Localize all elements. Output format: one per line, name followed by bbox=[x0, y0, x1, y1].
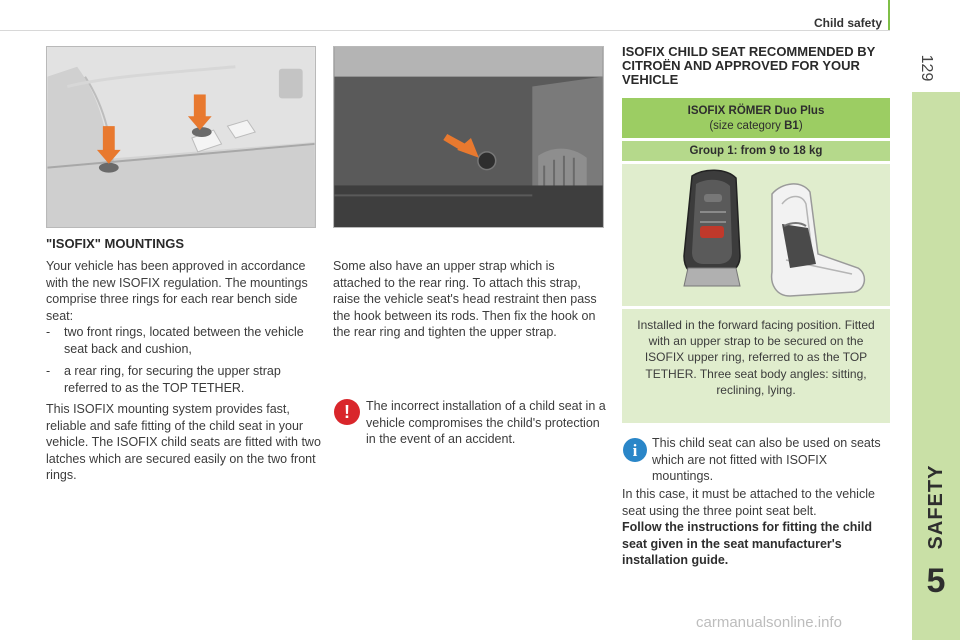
running-header-title: Child safety bbox=[813, 16, 882, 30]
follow-instructions-paragraph: Follow the instructions for fitting the child seat given in the seat manufacturer's installation guide. bbox=[622, 520, 872, 568]
exclamation-circle-icon bbox=[333, 398, 361, 426]
seat-name: ISOFIX RÖMER Duo Plus bbox=[687, 105, 825, 117]
seat-description: Installed in the forward facing position. Fitted with an upper strap to be secured on the ISOFIX upper ring, referred to as the TOP TETHER. Three seat body angles: sitting, reclining, lying. bbox=[622, 309, 890, 423]
chapter-side-band bbox=[912, 92, 960, 640]
rear-bench-illustration bbox=[47, 47, 315, 227]
size-category bbox=[622, 119, 890, 134]
list-dash: - bbox=[46, 325, 51, 339]
isofix-system-paragraph: This ISOFIX mounting system provides fast, reliable and safe fitting of the child seat in your vehicle. The ISOFIX child seats are fitted with two latches which are secured easily on the two front rings. bbox=[46, 402, 321, 483]
size-category-value: B1 bbox=[784, 120, 799, 132]
list-item bbox=[46, 324, 322, 357]
section-label: SAFETY bbox=[924, 464, 947, 550]
page-number: 129 bbox=[918, 54, 935, 82]
warning-paragraph: The incorrect installation of a child seat in a vehicle compromises the child's protection in the event of an accident. bbox=[366, 399, 606, 447]
list-item-text: a rear ring, for securing the upper strap referred to as the TOP TETHER. bbox=[64, 364, 281, 395]
header-tick-mark bbox=[888, 0, 890, 30]
recommended-seat-title: ISOFIX CHILD SEAT RECOMMENDED BY CITROËN AND APPROVED FOR YOUR VEHICLE bbox=[622, 44, 876, 87]
list-dash: - bbox=[46, 364, 51, 378]
seat-card-header bbox=[622, 98, 890, 138]
child-seat-drawing bbox=[622, 164, 890, 306]
info-glyph: i bbox=[632, 441, 638, 460]
seat-weight-group: Group 1: from 9 to 18 kg bbox=[622, 141, 890, 161]
size-category-prefix: (size category bbox=[709, 120, 785, 132]
upper-strap-paragraph: Some also have an upper strap which is attached to the rear ring. To attach this strap, raise the vehicle seat's head restraint then pass the hook between its rods. Then fix the hook on the rear ring and tighten the upper strap. bbox=[333, 259, 597, 340]
load-area-illustration bbox=[334, 47, 603, 227]
isofix-rings-photo bbox=[46, 46, 316, 228]
info-circle-icon bbox=[622, 437, 648, 463]
three-point-belt-paragraph: In this case, it must be attached to the vehicle seat using the three point seat belt. bbox=[622, 487, 875, 518]
list-item bbox=[46, 363, 322, 396]
header-rule bbox=[0, 30, 890, 31]
top-tether-ring-photo bbox=[333, 46, 604, 228]
info-paragraph: This child seat can also be used on seats which are not fitted with ISOFIX mountings. bbox=[652, 436, 881, 484]
mountings-intro-paragraph: Your vehicle has been approved in accordance with the new ISOFIX regulation. The mountings comprise three rings for each rear bench side seat: bbox=[46, 259, 308, 323]
list-item-text: two front rings, located between the vehicle seat back and cushion, bbox=[64, 325, 304, 356]
warning-glyph: ! bbox=[344, 402, 350, 422]
child-seat-illustration bbox=[622, 164, 890, 306]
size-category-suffix: ) bbox=[798, 120, 803, 132]
isofix-mountings-heading: "ISOFIX" MOUNTINGS bbox=[46, 236, 184, 251]
watermark: carmanualsonline.info bbox=[696, 614, 842, 631]
chapter-number: 5 bbox=[926, 562, 946, 600]
